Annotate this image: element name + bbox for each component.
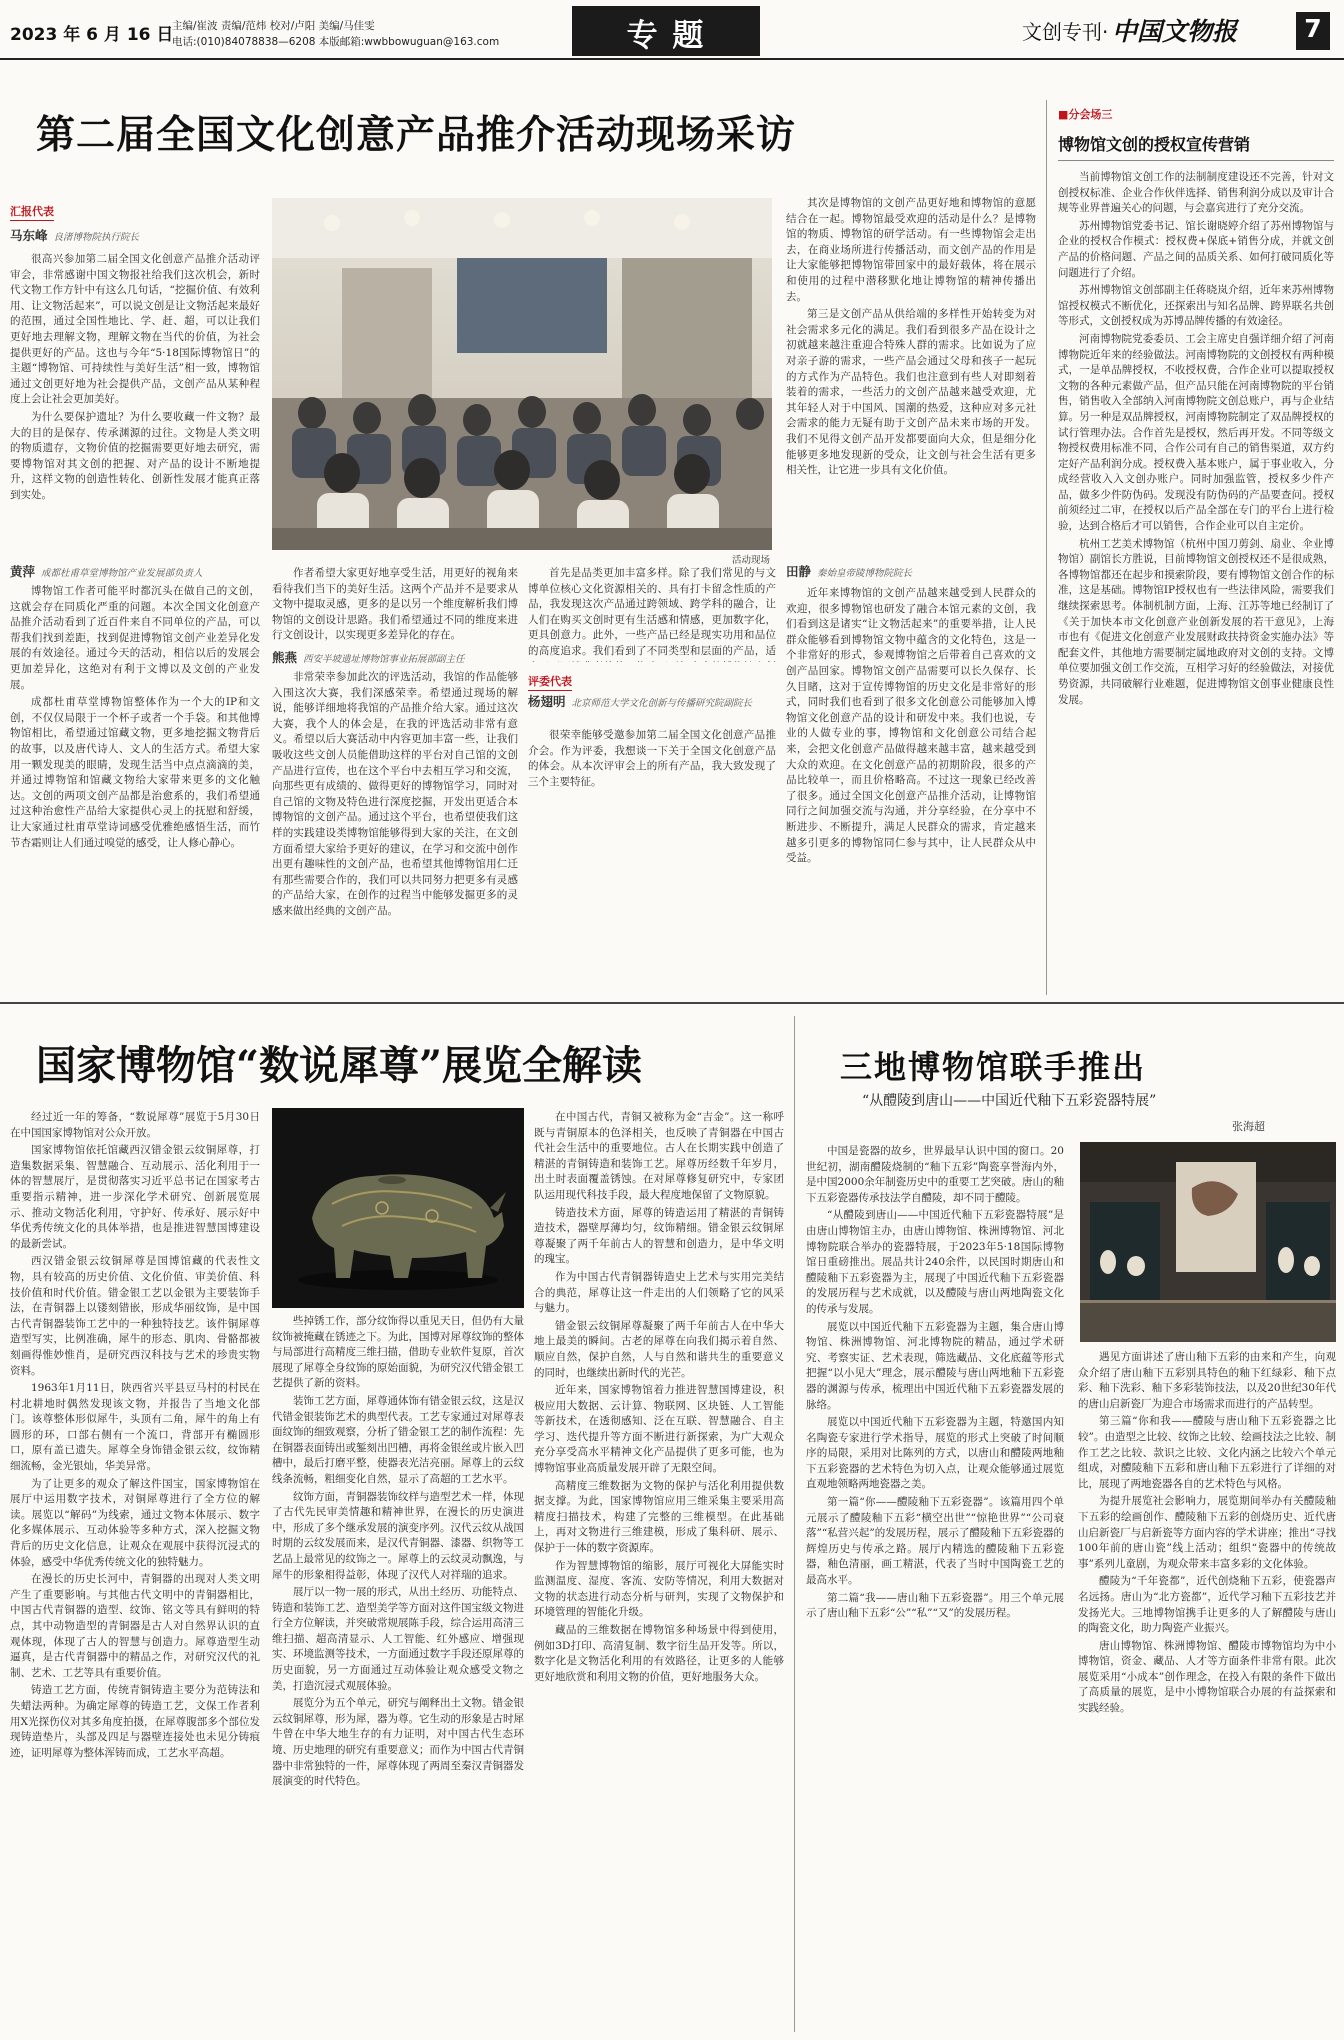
speaker2-text xyxy=(10,584,260,994)
speaker4-text-cont xyxy=(786,196,1036,556)
paragraph: 杭州工艺美术博物馆（杭州中国刀剪剑、扇业、伞业博物馆）副馆长方胜说，目前博物馆文创授权还不是很成熟，各博物馆都还在起步和摸索阶段，要有博物馆文创合作的标准，这是基础。博物馆IP授权也有一些法律风险，需要我们继续探索思考。体制机制方面，上海、江苏等地已经制订了《关于加快本市文化创意产业创新发展的若干意见》，上海市也有《促进文化创意产业发展财政扶持资金实施办法》等配套文件，其他地方需要制定属地政府对文创的支持。文博单位要加强文创工作交流，互相学习好的经验做法，对接优势资源，共同破解行业难题，促进博物馆文创事业健康良性发展。 xyxy=(1058,537,1334,706)
article3-title: 三地博物馆联手推出 xyxy=(840,1048,1147,1086)
exhibition-hall-photo xyxy=(1080,1142,1336,1342)
paragraph: 很荣幸能够受邀参加第二届全国文化创意产品推介会。作为评委，我想谈一下关于全国文化创意产品的体会。从本次评审会上的所有产品，我大致发现了三个主要特征。 xyxy=(528,729,776,788)
paragraph: 第二篇“我——唐山釉下五彩瓷器”。用三个单元展示了唐山釉下五彩“公”“私”“又”的发展历程。 xyxy=(806,1591,1064,1620)
paragraph: 中国是瓷器的故乡，世界最早认识中国的窗口。20世纪初，湖南醴陵烧制的“釉下五彩”陶瓷享誉海内外，是中国2000余年制瓷历史中的重要工艺突破。唐山的釉下五彩瓷器传承技法学自醴陵，却不同于醴陵。 xyxy=(806,1145,1064,1204)
paragraph: 苏州博物馆党委书记、馆长谢晓婷介绍了苏州博物馆与企业的授权合作模式：授权费+保底+销售分成，并就文创产品的价格问题、产品之间的品质关系、如何打破同质化等问题进行了介绍。 xyxy=(1058,219,1334,279)
paragraph: 错金银云纹铜犀尊凝聚了两千年前古人在中华大地上最美的瞬间。古老的犀尊在向我们揭示着自然、顺应自然，保护自然，人与自然和谐共生的重要意义的同时，也继续出新时代的光芒。 xyxy=(534,1319,784,1379)
speaker2-byline xyxy=(10,562,260,580)
paragraph: 展览分为五个单元，研究与阐释出土文物。错金银云纹铜犀尊，形为犀，器为尊。它生动的形象是古时犀牛曾在中华大地生存的有力证明，对中国古代生态环境、历史地理的研究有重要意义；而作为中国古代青铜器中非常独特的一件，犀尊体现了两周至秦汉青铜器发展演变的时代特色。 xyxy=(272,1697,524,1788)
speaker3-role: 西安半坡遗址博物馆事业拓展部副主任 xyxy=(303,654,465,665)
article3-text-col2 xyxy=(1078,1350,1336,2032)
speaker4-byline xyxy=(528,692,776,710)
article3-text-col1 xyxy=(806,1144,1064,2032)
speaker3-name: 熊燕 xyxy=(272,650,298,665)
article2-text-col3 xyxy=(534,1110,784,2032)
paragraph: 苏州博物馆文创部副主任蒋晓岚介绍，近年来苏州博物馆授权模式不断优化，还探索出与知名品牌、跨界联名共创等形式，文创授权成为苏博品牌传播的有效途径。 xyxy=(1058,284,1334,328)
paragraph: 纹饰方面，青铜器装饰纹样与造型艺术一样，体现了古代先民审美情趣和精神世界，在漫长的历史演进中，形成了多个继承发展的演变序列。汉代云纹从战国时期的云纹发展而来，是汉代青铜器、漆器、织物等工艺品上最常见的纹饰之一。犀尊上的云纹灵动飘逸，与犀牛的形象相得益彰，体现了汉代人对祥瑞的追求。 xyxy=(272,1490,524,1581)
paragraph: 第三篇“你和我——醴陵与唐山釉下五彩瓷器之比较”。由造型之比较、纹饰之比较、绘画技法之比较、制作工艺之比较、款识之比较、文化内涵之比较六个单元组成，对醴陵釉下五彩和唐山釉下五彩进行了详细的对比，展现了两地瓷器各自的艺术特色与风格。 xyxy=(1078,1415,1336,1490)
paragraph: 其次是博物馆的文创产品更好地和博物馆的意愿结合在一起。博物馆最受欢迎的活动是什么？是博物馆的物质、博物馆的研学活动。有一些博物馆会走出去，在商业场所进行传播活动，而文创产品的作用是让大家能够把博物馆带回家中的最好载体，将在展示和使用的过程中潜移默化地让博物馆的精神传播出去。 xyxy=(786,197,1036,303)
paragraph: 为提升展览社会影响力，展览期间举办有关醴陵釉下五彩的绘画创作、醴陵釉下五彩的创烧历史、近代唐山启新瓷厂与启新瓷等方面内容的学术讲座；推出“寻找100年前的唐山瓷”线上活动；组织“瓷器中的传统故事”系列儿童剧，为观众带来丰富多彩的文化体验。 xyxy=(1078,1495,1336,1570)
speaker3-text xyxy=(272,670,518,994)
conference-scene-image xyxy=(272,198,772,550)
paragraph: 当前博物馆文创工作的法制制度建设还不完善，针对文创授权标准、企业合作伙伴选择、销售利润分成以及审计合规等业界普遍关心的问题，与会嘉宾进行了充分交流。 xyxy=(1058,171,1334,215)
speaker4-role: 北京师范大学文化创新与传播研究院副院长 xyxy=(571,698,753,709)
paragraph: “从醴陵到唐山——中国近代釉下五彩瓷器特展”是由唐山博物馆主办，由唐山博物馆、株洲博物馆、河北博物院联合举办的瓷器特展，于2023年5·18国际博物馆日重磅推出。展品共计240余件，以民国时期唐山和醴陵釉下五彩瓷器为主，展现了中国近代釉下五彩瓷器的发展历程与艺术成就，以及醴陵与唐山两地陶瓷文化的传承与发展。 xyxy=(806,1209,1064,1315)
speaker1-name: 马东峰 xyxy=(10,228,48,243)
paragraph: 国家博物馆依托馆藏西汉错金银云纹铜犀尊，打造集数据采集、智慧融合、互动展示、活化利用于一体的智慧展厅，是贯彻落实习近平总书记在国家考古重要指示精神，进一步深化学术研究、创新展览展示、推动文物活化利用，守护好、传承好、展示好中华优秀传统文化的具体举措，也是推进智慧国博建设的最新尝试。 xyxy=(10,1144,260,1250)
supplement-name: 文创专刊· xyxy=(1022,20,1109,44)
paragraph: 作为智慧博物馆的缩影，展厅可视化大屏能实时监测温度、湿度、客流、安防等情况，利用大数据对文物的状态进行动态分析与研判，实现了文物保护和环境管理的智能化升级。 xyxy=(534,1559,784,1619)
speaker4-text xyxy=(528,728,776,994)
photo-caption: 活动现场 xyxy=(731,555,770,566)
paragraph: 高精度三维数据为文物的保护与活化利用提供数据支撑。为此，国家博物馆应用三维采集主要采用高精度扫描技术，构建了完整的三维模型。在此基础上，再对文物进行三维建模，形成了集科研、展示、保护于一体的数字资源库。 xyxy=(534,1479,784,1555)
paragraph: 醴陵为“千年瓷都”，近代创烧釉下五彩，使瓷器声名远扬。唐山为“北方瓷都”，近代学习釉下五彩技艺并发扬光大。三地博物馆携手让更多的人了解醴陵与唐山的陶瓷文化，助力陶瓷产业振兴。 xyxy=(1078,1575,1336,1635)
paragraph: 藏品的三维数据在博物馆多种场景中得到使用，例如3D打印、高清复制、数字衍生品开发等。所以，数字化是文物活化利用的有效路径，让更多的人能够更好地欣赏和利用文物的价值，更好地服务大众。 xyxy=(534,1624,784,1683)
newspaper-name: 中国文物报 xyxy=(1112,17,1238,46)
paragraph: 遇见方面讲述了唐山釉下五彩的由来和产生，向观众介绍了唐山釉下五彩别具特色的釉下红绿彩、釉下点彩、釉下洗彩、釉下多彩装饰技法，以及20世纪30年代的唐山启新瓷厂为迎合市场需求而进行的产品转型。 xyxy=(1078,1351,1336,1410)
article2-title: 国家博物馆“数说犀尊”展览全解读 xyxy=(36,1042,643,1089)
sidebar-title: 博物馆文创的授权宣传营销 xyxy=(1058,135,1251,154)
contact-line: 电话:(010)84078838—6208 本版邮箱:wwbbowuguan@163.com xyxy=(172,36,500,48)
paragraph: 作为中国古代青铜器铸造史上艺术与实用完美结合的典范，犀尊让这一件走出的人们领略了它的风采与魅力。 xyxy=(534,1270,784,1315)
speaker5-text xyxy=(786,586,1036,994)
speaker1-text xyxy=(10,252,260,544)
speaker3-text-cont xyxy=(528,566,776,662)
speaker5-name: 田静 xyxy=(786,564,812,579)
section-title: 专 题 xyxy=(626,18,706,54)
speaker1-role: 良渚博物院执行院长 xyxy=(53,232,140,243)
paragraph: 很高兴参加第二届全国文化创意产品推介活动评审会，非常感谢中国文物报社给我们这次机会，新时代文物工作方针中有这么几句话，“挖掘价值、有效利用、让文物活起来”，可以说文创是让文物活起来最好的范围，通过全国性地比、学、赶、超，可以让我们更好地去理解文物，理解文物在当代的价值，为社会提供更好的产品。这也与今年“5·18国际博物馆日”的主题“博物馆、可持续性与美好生活”相一致，博物馆通过文创更好地为社会提供产品，文创产品从某种程度上会让社会更加美好。 xyxy=(10,253,260,406)
paragraph: 近年来博物馆的文创产品越来越受到人民群众的欢迎，很多博物馆也研发了融合本馆元素的文创，我们看到这是诸实“让文物活起来”的重要举措，让人民群众能够看到博物馆文物中蕴含的文化特色，这是一个非常好的形式，参观博物馆之后带着自己喜欢的文创产品回家。博物馆文创产品需要可以长久保存、长久目睹，这对于宣传博物馆的历史文化是非常好的形式，同时我们也看到了很多文化创意公司能够加入博物馆文化创意产品的设计和研发中来。我们也说，专业的人做专业的事，博物馆和文化创意公司结合起来，会把文化创意产品做得越来越丰富，越来越受到大众的欢迎。在文化创意产品的初期阶段，很多的产品比较单一，而且价格略高。不过这一现象已经改善了很多。通过全国文化创意产品推介活动，让博物馆同行之间加强交流与沟通，并分享经验，在分享中不断进步、不断提升，满足人民群众的需求，肯定越来越多引更多的博物馆同仁参与其中，让人民群众从中受益。 xyxy=(786,587,1036,865)
paragraph: 为什么要保护遗址？为什么要收藏一件文物？最大的目的是保存、传承渊源的过往。文物是人类文明的物质遗存，文物价值的挖掘需要更好地去研究，需要博物馆对其文创的把握、对产品的设计不断地提升，这样文物的创造性转化、创新性发展才能真正落到实处。 xyxy=(10,410,260,501)
article3-subtitle: “从醴陵到唐山——中国近代釉下五彩瓷器特展” xyxy=(862,1093,1157,1109)
paragraph: 第三是文创产品从供给端的多样性开始转变为对社会需求多元化的满足。我们看到很多产品在设计之初就越来越注重迎合特殊人群的需求。比如说为了应对亲子游的需求，一些产品会通过父母和孩子一起玩的方式作为产品特色。我们也注意到有些人对即刻着装着的需求，一些活力的文创产品越来越受欢迎，尤其年轻人对于中国风、国潮的热爱，这种应对多元社会需求的能力无疑有助于文创产品未来市场的开发。我们不见得文创产品开发都要面向大众，但是细分化能够更多地发现新的受众，让文创与社会生活有更多相关性，让它进一步具有文化价值。 xyxy=(786,308,1036,477)
expert-tag-label: 汇报代表 xyxy=(10,203,54,221)
article-divider xyxy=(794,1016,795,2032)
judge-tag xyxy=(528,670,572,691)
paragraph: 唐山博物馆、株洲博物馆、醴陵市博物馆均为中小博物馆，资金、藏品、人才等方面条件非常有限。此次展览采用“小成本”创作理念，在投入有限的条件下做出了高质量的展览，是中小博物馆联合办展的有益探索和实践经验。 xyxy=(1078,1639,1336,1715)
judge-tag-label: 评委代表 xyxy=(528,673,572,691)
paragraph: 展览以中国近代釉下五彩瓷器为主题，特邀国内知名陶瓷专家进行学术指导，展览的形式上突破了时间顺序的局限，采用对比陈列的方式，以唐山和醴陵两地釉下五彩瓷器的艺术特色为切入点，让观众能够通过展览直观地领略两地瓷器之美。 xyxy=(806,1416,1064,1491)
paragraph: 展厅以一物一展的形式，从出土经历、功能特点、铸造和装饰工艺、造型美学等方面对这件国宝级文物进行全方位解读，并突破常规展陈手段，综合运用高清三维扫描、超高清显示、人工智能、红外感应、增强现实、环境监测等技术，一方面通过数字手段还原犀尊的历史面貌，另一方面通过互动体验让观众感受文物之美，打造沉浸式观展体验。 xyxy=(272,1586,524,1692)
expert-tag xyxy=(10,200,54,221)
paragraph: 在中国古代，青铜又被称为金“吉金”。这一称呼既与青铜原本的色泽相关，也反映了青铜器在中国古代社会生活中的重要地位。古人在长期实践中创造了精湛的青铜铸造和装饰工艺。犀尊历经数千年岁月，出土时表面覆盖锈蚀。在对犀尊修复研究中，专家团队运用现代科技手段，最大程度地保留了文物原貌。 xyxy=(534,1111,784,1201)
article2-text-col1 xyxy=(10,1110,260,2032)
bronze-rhino-image xyxy=(272,1108,524,1308)
speaker5-byline xyxy=(786,562,1036,580)
paragraph: 非常荣幸参加此次的评选活动，我馆的作品能够入围这次大赛，我们深感荣幸。希望通过现场的解说，能够详细地将我馆的产品推介给大家。通过这次大赛，我个人的体会是，在我的评选活动非常有意义。希望以后大赛活动中内容更加丰富一些，让我们吸收这些文创人员能借助这样的平台对自己馆的文创产品进行宣传，也在这个平台中去相互学习和交流，向那些更有成绩的、做得更好的博物馆学习，同时对自己馆的文物及特色进行深度挖掘，开发出更适合本博物馆的文创产品。通过这个平台，也希望使我们这样的实践建设类博物馆能够得到大家的关注，在文创方面希望大家给予更好的建议，在学习和交流中创作出更有趣味性的文创产品，也希望其他博物馆用仁迁有那些需要合作的，我们可以共同努力把更多有灵感的产品给大家，在创作的过程当中能够发掘更多的灵感来做出经典的文创产品。 xyxy=(272,671,518,917)
editors-line: 主编/崔波 责编/范炜 校对/卢阳 美编/马佳雯 xyxy=(172,20,375,32)
paragraph: 成都杜甫草堂博物馆整体作为一个大的IP和文创，不仅仅局限于一个杯子或者一个手袋。和其他博物馆相比，希望通过馆藏文物，更多地挖掘文物背后的故事，以及唐代诗人、文人的生活方式。希望大家用一颗发现美的眼睛，发现生活当中点点滴滴的美，并通过博物馆和馆藏文物给大家带来更多的文化触达。文创的两项文创产品都是治愈系的，我们希望通过这种治愈性产品给大家提供心灵上的抚慰和舒缓，让大家通过杜甫草堂诗词感受优雅绝感悟生活，而竹节杏霜则让人们通过嗅觉的感受，让人修心静心。 xyxy=(10,696,260,849)
paragraph: 河南博物院党委委员、工会主席史自强详细介绍了河南博物院近年来的经验做法。河南博物院的文创授权有两种模式，一是单品牌授权，不收授权费，合作企业可以提取授权文物的各种元素做产品，但产品只能在河南博物院的平台销售，销售收入全部纳入河南博物院文创总账户，再与企业结算。另一种是双品牌授权，河南博物院制定了双品牌授权的试行管理办法。合作首先是授权，然后再开发。不同等级文物授权费用标准不同，合作公司有自己的销售渠道，双方约定好产品利润分成。授权费入基本账户，属于事业收入，分成经营收入入文创办账户。同时加强监管，授权多少件产品，做多少件防伪码。发现没有防伪码的产品要查问。授权前须经过二审，在授权以后产品全部在专门的平台上进行检验，达到合格后才可以销售，合作企业可以自主定价。 xyxy=(1058,332,1334,533)
issue-date: 2023 年 6 月 16 日 xyxy=(10,25,174,45)
article2-text-col2 xyxy=(272,1314,524,2032)
speaker1-byline xyxy=(10,226,260,244)
masthead xyxy=(0,0,1344,60)
sidebar-divider xyxy=(1046,100,1047,995)
sidebar-tag: ■分会场三 xyxy=(1058,108,1113,121)
speaker2-role: 成都杜甫草堂博物馆产业发展部负责人 xyxy=(41,568,203,579)
sidebar-text xyxy=(1058,170,1334,994)
paragraph: 作者希望大家更好地享受生活，用更好的视角来看待我们当下的美好生活。这两个产品并不是要求从文物中提取灵感，更多的是以另一个维度解析我们博物馆的文创设计思路。我们希望通过不同的维度来进行文创设计，以实现更多差异化的存在。 xyxy=(272,567,518,642)
paragraph: 首先是品类更加丰富多样。除了我们常见的与文博单位核心文化资源相关的、具有打卡留念性质的产品，我发现这次产品通过跨领域、跨学科的融合，让人们在购买文创时更有生活感和情感，更加数字化，更具创意力。此外，一些产品已经是现实功用和品位的高度追求。我们看到了不同类型和层面的产品，适 xyxy=(528,567,776,657)
page-number: 7 xyxy=(1304,14,1322,43)
paragraph: 装饰工艺方面，犀尊通体饰有错金银云纹，这是汉代错金银装饰艺术的典型代表。工艺专家通过对犀尊表面纹饰的细致观察，分析了错金银工艺的制作流程：先在铜器表面铸出或錾刻出凹槽，再将金银丝或片嵌入凹槽中，最后打磨平整，使器表光洁亮丽。犀尊上的云纹线条流畅，粗细变化自然，显示了高超的工艺水平。 xyxy=(272,1394,524,1485)
speaker4-name: 杨翅明 xyxy=(528,694,566,709)
section-divider xyxy=(0,1002,1344,1004)
paragraph: 为了让更多的观众了解这件国宝，国家博物馆在展厅中运用数字技术，对铜犀尊进行了全方位的解读。展览以“解码”为线索，通过文物本体展示、数字化多媒体展示、互动体验等多种方式，深入挖掘文物背后的历史文化信息，让观众在观展中获得沉浸式的体验，感受中华优秀传统文化的独特魅力。 xyxy=(10,1477,260,1568)
article1-title: 第二届全国文化创意产品推介活动现场采访 xyxy=(36,112,797,158)
paragraph: 西汉错金银云纹铜犀尊是国博馆藏的代表性文物，具有较高的历史价值、文化价值、审美价值、科技价值和时代价值。错金银工艺以金银为主要装饰手法，在青铜器上以镂刻错嵌，形成华丽纹饰，是中国古代青铜器装饰工艺中的一种独特技艺。该件铜犀尊造型写实，比例准确，犀牛的形态、肌肉、骨骼都被刻画得惟妙惟肖，是研究西汉科技与艺术的珍贵实物资料。 xyxy=(10,1255,260,1377)
paragraph: 第一篇“你——醴陵釉下五彩瓷器”。该篇用四个单元展示了醴陵釉下五彩“横空出世”“惊艳世界”“公司衰落”“私营兴起”的发展历程，展示了醴陵釉下五彩瓷器的辉煌历史与传承之路。展厅内精选的醴陵釉下五彩瓷器，釉色清丽，画工精湛，代表了当时中国陶瓷工艺的最高水平。 xyxy=(806,1496,1064,1587)
sidebar-title-rule xyxy=(1058,160,1334,161)
paragraph: 在漫长的历史长河中，青铜器的出现对人类文明产生了重要影响。与其他古代文明中的青铜器相比，中国古代青铜器的造型、纹饰、铭文等具有鲜明的特点，其中动物造型的青铜器是古人对自然界认识的直观体现，体现了古人的智慧与创造力。犀尊造型生动逼真，是古代青铜器中的精品之作，对研究汉代的礼制、艺术、工艺等具有重要价值。 xyxy=(10,1573,260,1679)
paragraph: 些掉锈工作，部分纹饰得以重见天日，但仍有大量纹饰被掩藏在锈迹之下。为此，国博对犀尊纹饰的整体与局部进行高精度三维扫描，借助专业软件复原，首次展现了犀尊全身纹饰的原始面貌，为研究汉代错金银工艺提供了新的资料。 xyxy=(272,1315,524,1390)
speaker3-byline xyxy=(272,648,518,666)
event-photo xyxy=(272,198,772,550)
speaker2-text-cont xyxy=(272,566,518,644)
paragraph: 近年来，国家博物馆着力推进智慧国博建设，积极应用大数据、云计算、物联网、区块链、人工智能等新技术，在透彻感知、泛在互联、智慧融合、自主学习、迭代提升等方面不断进行新探索，为广大观众充分享受高水平精神文化产品提供了更多可能，也为博物馆事业高质量发展开辟了无限空间。 xyxy=(534,1384,784,1475)
header-rule xyxy=(0,58,1344,60)
speaker5-role: 秦始皇帝陵博物院院长 xyxy=(817,568,913,579)
rhino-zun-photo xyxy=(272,1108,524,1308)
paragraph: 铸造工艺方面，传统青铜铸造主要分为范铸法和失蜡法两种。为确定犀尊的铸造工艺，文保工作者利用X光探伤仪对其多角度拍摄，在犀尊腹部多个部位发现铸造垫片，头部及四足与器壁连接处也未见分铸痕迹，证明犀尊为整体浑铸而成，工艺水平高超。 xyxy=(10,1684,260,1759)
paragraph: 1963年1月11日，陕西省兴平县豆马村的村民在村北耕地时偶然发现该文物，并报告了当地文化部门。该尊整体形似犀牛，头顶有二角，犀牛的角上有圆形的环，口部右侧有一个流口，背部开有椭圆形口，原有盖已遗失。犀尊全身饰错金银云纹，纹饰精细流畅，金光银灿，华美异常。 xyxy=(10,1382,260,1473)
paragraph: 博物馆工作者可能平时都沉头在做自己的文创，这就会存在同质化严重的问题。本次全国文化创意产品推介活动看到了近百件来自不同单位的产品，可以帮我们找到差距，找到促进博物馆文创产业差异化发展的有效途径。通过今天的活动，相信以后的发展会更加差异化，这绝对有利于文博以及文创的产业发展。 xyxy=(10,585,260,691)
paragraph: 铸造技术方面，犀尊的铸造运用了精湛的青铜铸造技术，器壁厚薄均匀，纹饰精细。错金银云纹铜犀尊凝聚了两千年前古人的智慧和创造力，是中华文明的瑰宝。 xyxy=(534,1206,784,1266)
paragraph: 经过近一年的筹备，“数说犀尊”展览于5月30日在中国国家博物馆对公众开放。 xyxy=(10,1111,260,1139)
article3-author: 张海超 xyxy=(1232,1120,1265,1133)
speaker2-name: 黄萍 xyxy=(10,564,36,579)
paragraph: 展览以中国近代釉下五彩瓷器为主题，集合唐山博物馆、株洲博物馆、河北博物院的精品，通过学术研究、考察实证、艺术表现，筛选藏品、文化底蕴等形式把握“以小见大”理念，展示醴陵与唐山两地釉下五彩瓷器的渊源与传承，梳理出中国近代釉下五彩瓷器发展的脉络。 xyxy=(806,1320,1064,1411)
exhibition-hall-image xyxy=(1080,1142,1336,1342)
